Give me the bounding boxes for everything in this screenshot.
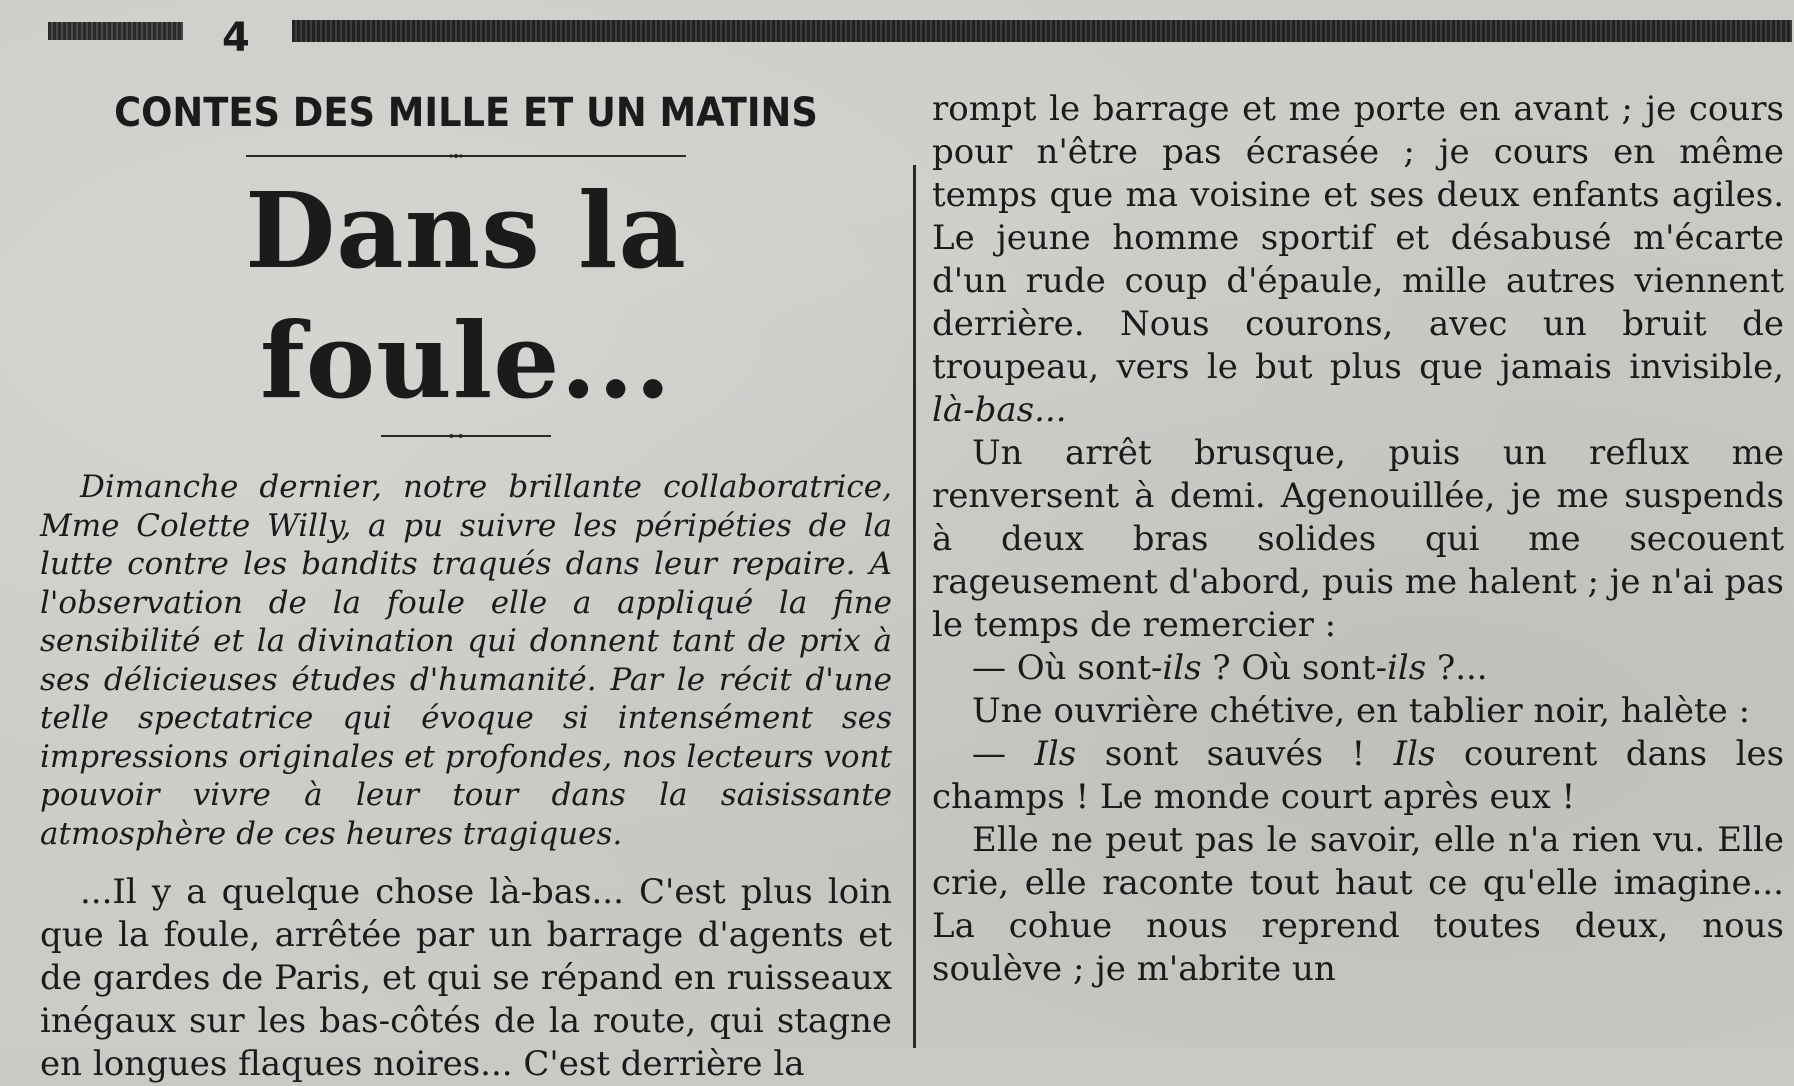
intro-paragraph: Dimanche dernier, notre brillante collaboratrice, Mme Colette Willy, a pu suivre les péripéties de la lutte contre les bandits traqués dans leur repaire. A l'observation de la foule elle a appliqué la fine sensibilité et la divination qui donnent tant de prix à ses délicieuses études d'humanité. Par le récit d'une telle spectatrice qui évoque si intensément ses impressions originales et profondes, nos lecteurs vont pouvoir vivre à leur tour dans la saisissante atmosphère de ces heures tragiques. — [40, 469, 892, 852]
header-rule-right — [292, 20, 1792, 42]
left-column — [40, 80, 892, 1086]
italic-text: là-bas... — [932, 390, 1067, 430]
column-divider — [913, 165, 916, 1048]
paragraph-text: rompt le barrage et me porte en avant ; je cours pour n'être pas écrasée ; je cours en même temps que ma voisine et ses deux enfants agiles. Le jeune homme sportif et désabusé m'écarte d'un rude coup d'épaule, mille autres viennent derrière. Nous courons, avec un bruit de troupeau, vers le but plus que jamais invisible, — [932, 89, 1784, 387]
article-paragraph: Un arrêt brusque, puis un reflux me renversent à demi. Agenouillée, je me suspends à deux bras solides qui me secouent rageusement d'abord, puis me halent ; je n'ai pas le temps de remercier : — [932, 433, 1784, 645]
article-text-left: ...Il y a quelque chose là-bas... C'est plus loin que la foule, arrêtée par un barrage d'agents et de gardes de Paris, et qui se répand en ruisseaux inégaux sur les bas-côtés de la route, qui stagne en longues flaques noires... C'est derrière la — [40, 872, 892, 1084]
dialogue-line — [932, 647, 1784, 690]
ornament-rule-top — [246, 146, 686, 166]
dialogue-text: ? Où sont- — [1201, 648, 1387, 688]
italic-text: ils — [1162, 648, 1202, 688]
header-rule-left — [48, 22, 183, 40]
ornament-icon — [449, 429, 463, 443]
italic-text: ils — [1386, 648, 1427, 688]
article-paragraph: Une ouvrière chétive, en tablier noir, halète : — [972, 691, 1751, 731]
italic-text: Ils — [1393, 734, 1436, 774]
section-title: CONTES DES MILLE ET UN MATINS — [114, 90, 818, 136]
dialogue-line — [932, 733, 1784, 819]
article-paragraph: Elle ne peut pas le savoir, elle n'a rien vu. Elle crie, elle raconte tout haut ce qu'elle imagine... La cohue nous reprend toutes deux, nous soulève ; je m'abrite un — [932, 820, 1784, 989]
ornament-rule-bottom — [381, 426, 551, 446]
dialogue-text: — — [972, 734, 1035, 774]
dialogue-text: sont sauvés ! — [1076, 734, 1394, 774]
italic-text: Ils — [1034, 734, 1077, 774]
dialogue-text: ?... — [1426, 648, 1488, 688]
page-number: 4 — [222, 15, 250, 61]
headline: Dans la foule... — [245, 169, 687, 422]
dialogue-text: — Où sont- — [972, 648, 1163, 688]
right-column — [932, 88, 1784, 991]
article-paragraph — [932, 88, 1784, 432]
ornament-icon — [449, 149, 463, 163]
dialogue-text: courent dans les champs ! Le monde court après eux ! — [932, 734, 1785, 817]
